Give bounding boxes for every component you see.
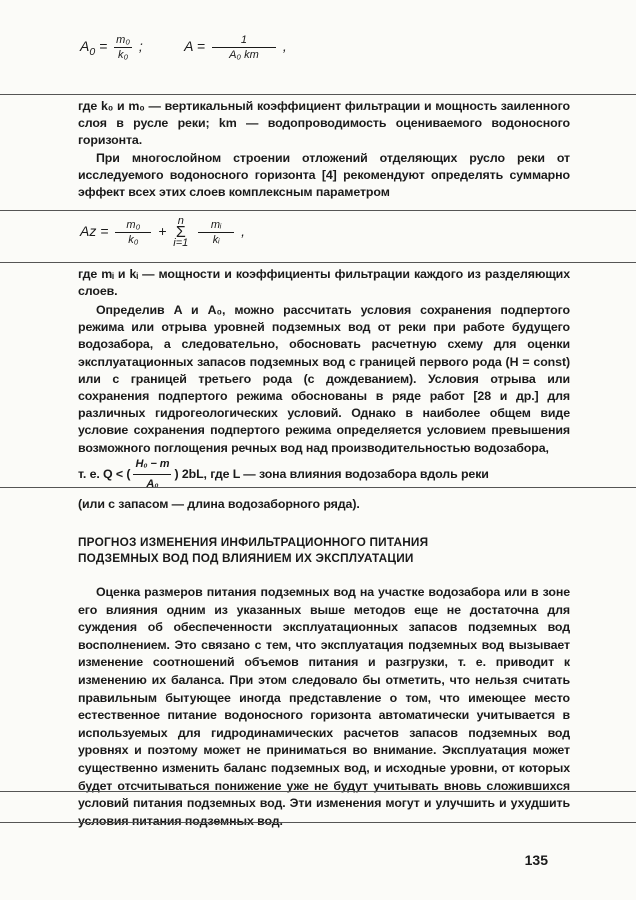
separator-line [0,262,636,263]
formula-q-suffix: ) 2bL, где L — зона влияния водозабора вдоль реки [174,466,489,481]
formula-end: , [282,38,287,55]
formula-az-symbol: Az [80,223,97,240]
paragraph-multilayer: При многослойном строении отложений отделяющих русло реки от исследуемого водоносного горизонта [4] рекомендуют определять суммарно эффект всех этих слоев комплексным параметром [78,151,570,200]
formula-a-equals: = [196,38,206,55]
separator-line [0,94,636,95]
paragraph-conditions: Определив A и A₀, можно рассчитать условия сохранения подпертого режима или отрыва уровней подземных вод от реки при работе будущего водозабора, а следовательно, обосновать расчетную схему для оценки эксплуатационных запасов подземных вод с границей первого рода (H = const) или с границей третьего рода (с дождеванием). Условия отрыва или сохранения подпертого режима обоснованы в ряде работ [28 и др.] для различных гидрогеологических условий. Однако в наиболее общем виде условие сохранения подпертого режима определяется условием превышения возможного поглощения речных вод над производительностью водозабора, [78,303,570,455]
formula-q-numerator: H₀ − m [135,458,170,470]
formula-az-denominator-2: kᵢ [212,234,220,246]
formula-a0-a [80,34,287,61]
formula-az-numerator-2: mᵢ [210,219,222,231]
formula-az-sum [173,216,188,249]
formula-az-end: , [241,223,245,240]
formula-a0-symbol: A [80,38,90,55]
section-heading [78,534,570,566]
formula-az-fraction-1 [115,219,151,246]
formula-a-fraction [212,34,276,61]
separator-line [0,822,636,823]
formula-az-sum-top: n [177,215,184,227]
sigma-symbol: Σ [175,224,186,241]
paragraph-reserve: (или с запасом — длина водозаборного ряда). [78,497,360,511]
section-heading-line-2: ПОДЗЕМНЫХ ВОД ПОД ВЛИЯНИЕМ ИХ ЭКСПЛУАТАЦИИ [78,551,414,565]
formula-a-numerator: 1 [240,34,247,46]
formula-separator: ; [138,38,143,55]
formula-a-symbol: A [184,38,193,55]
formula-q-prefix: т. е. Q < ( [78,466,131,481]
formula-az-sum-bottom: i=1 [173,237,189,249]
formula-a0-fraction [114,34,132,61]
section-heading-line-1: ПРОГНОЗ ИЗМЕНЕНИЯ ИНФИЛЬТРАЦИОННОГО ПИТАНИЯ [78,535,429,549]
formula-q-denominator: A₀ [146,478,159,491]
formula-az [80,216,245,249]
formula-az-plus: + [158,223,167,240]
formula-a0-numerator: m₀ [116,34,130,46]
paragraph-definitions-2: где mᵢ и kᵢ — мощности и коэффициенты фильтрации каждого из разделяющих слоев. [78,267,570,299]
paragraph-assessment: Оценка размеров питания подземных вод на участке водозабора или в зоне его влияния одним из указанных выше методов еще не достаточна для суждения об обеспеченности эксплуатационных запасов подземных вод восполнением. Это связано с тем, что эксплуатация подземных вод вызывает изменение соотношений объемов питания и разгрузки, т. е. приводит к изменению их баланса. При этом следовало бы отметить, что нельзя считать правильным бытующее иногда представление о том, что имеющее место естественное питание водоносного горизонта автоматически учитывается в используемых для гидродинамических расчетов запасов подземных вод уровнях и поэтому может не приниматься во внимание. Эксплуатация может существенно изменить баланс подземных вод, и исходные уровни, от которых будет отсчитываться понижение уже не будут учитывать вновь сложившихся условий питания подземных вод. Эти изменения могут и улучшить и ухудшить условия питания подземных вод. [78,585,570,828]
formula-az-fraction-2 [198,219,234,246]
formula-a0-subscript: 0 [89,46,96,58]
paragraph-definitions-1: где k₀ и m₀ — вертикальный коэффициент фильтрации и мощность заиленного слоя в русле реки; km — водопроводимость оцениваемого водоносного горизонта. [78,99,570,148]
formula-az-denominator-1: k₀ [128,234,139,246]
formula-a0-denominator: k₀ [117,49,129,61]
formula-az-numerator-1: m₀ [126,219,141,231]
formula-a0-equals: = [99,38,108,55]
separator-line [0,210,636,211]
page-number: 135 [524,852,548,868]
formula-az-equals: = [100,223,109,240]
formula-a-denominator: A₀ km [229,49,259,61]
separator-line [0,791,636,792]
separator-line [0,487,636,488]
